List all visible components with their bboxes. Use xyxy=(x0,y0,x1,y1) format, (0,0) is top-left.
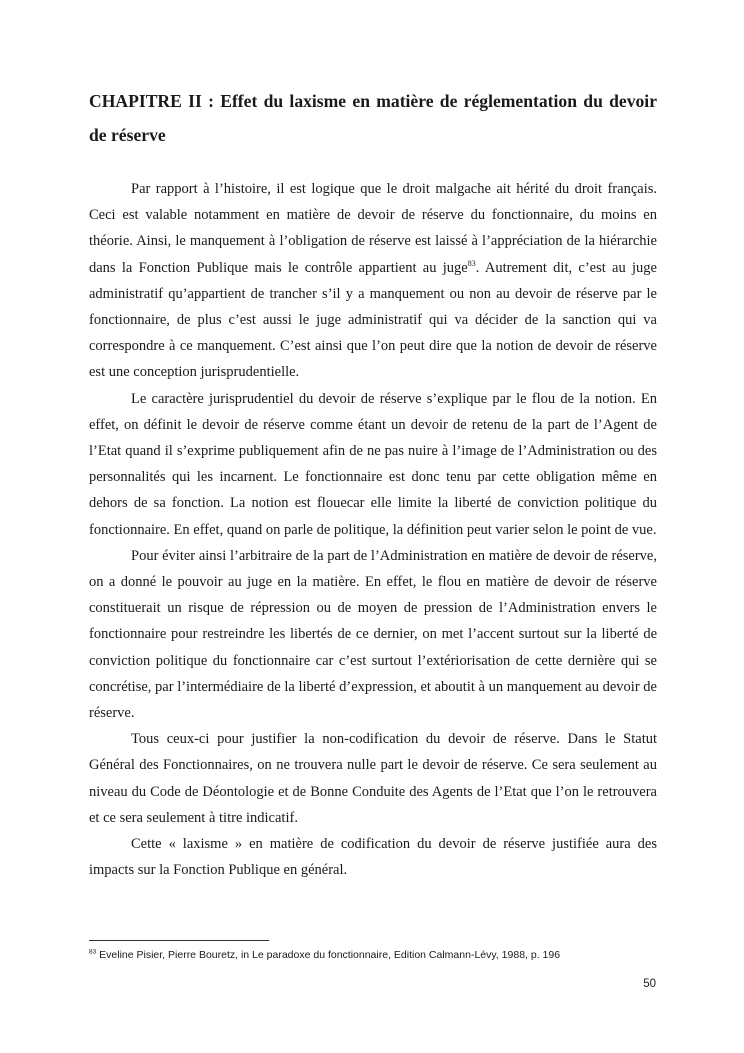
paragraph-3: Pour éviter ainsi l’arbitraire de la part de l’Administration en matière de devoir de réserve, on a donné le pouvoir au juge en la matière. En effet, le flou en matière de devoir de réserve constituerait un risque de répression ou de moyen de pression de l’Administration envers le fonctionnaire pour restreindre les libertés de ce dernier, on met l’accent surtout sur la liberté de conviction politique du fonctionnaire car c’est surtout l’extériorisation de cette dernière qui se concrétise, par l’intermédiaire de la liberté d’expression, et aboutit à un manquement au devoir de réserve. xyxy=(89,547,657,722)
paragraph-1-text: Par rapport à l’histoire, il est logique que le droit malgache ait hérité du droit français. Ceci est valable notamment en matière de devoir de réserve du fonctionnaire, du moins en théorie. Ainsi, le manquement à l’obligation de réserve est laissé à l’appréciation de la hiérarchie dans la Fonction Publique mais le contrôle appartient au juge xyxy=(89,181,657,276)
paragraph-1 xyxy=(89,176,657,386)
paragraph-4: Tous ceux-ci pour justifier la non-codification du devoir de réserve. Dans le Statut Général des Fonctionnaires, on ne trouvera nulle part le devoir de réserve. Ce sera seulement au niveau du Code de Déontologie et de Bonne Conduite des Agents de l’Etat que l’on le retrouvera et ce sera seulement à titre indicatif. xyxy=(89,731,657,826)
page-number: 50 xyxy=(643,978,656,990)
paragraph-5: Cette « laxisme » en matière de codification du devoir de réserve justifiée aura des impacts sur la Fonction Publique en général. xyxy=(89,836,657,879)
chapter-title: CHAPITRE II : Effet du laxisme en matière de réglementation du devoir de réserve xyxy=(89,91,657,145)
paragraph-2: Le caractère jurisprudentiel du devoir de réserve s’explique par le flou de la notion. En effet, on définit le devoir de réserve comme étant un devoir de retenu de la part de l’Agent de l’Etat quand il s’exprime publiquement afin de ne pas nuire à l’image de l’Administration ou des personnalités qui les incarnent. Le fonctionnaire est donc tenu par cette obligation même en dehors de sa fonction. La notion est flouecar elle limite la liberté de conviction politique du fonctionnaire. En effet, quand on parle de politique, la définition peut varier selon le point de vue. xyxy=(89,390,657,538)
footnote-reference: 83 xyxy=(467,258,476,268)
body-text xyxy=(89,176,657,883)
footnote-text: Eveline Pisier, Pierre Bouretz, in Le paradoxe du fonctionnaire, Edition Calmann-Lévy, 1988, p. 196 xyxy=(96,949,561,961)
footnote-number: 83 xyxy=(89,948,97,956)
footnote xyxy=(89,947,689,963)
paragraph-1-text-continued: . Autrement dit, c’est au juge administratif qu’appartient de trancher s’il y a manquement ou non au devoir de réserve par le fonctionnaire, de plus c’est aussi le juge administratif qui va décider de la sanction qui va correspondre à ce manquement. C’est ainsi que l’on peut dire que la notion de devoir de réserve est une conception jurisprudentielle. xyxy=(89,259,657,381)
footnote-divider xyxy=(89,940,269,941)
